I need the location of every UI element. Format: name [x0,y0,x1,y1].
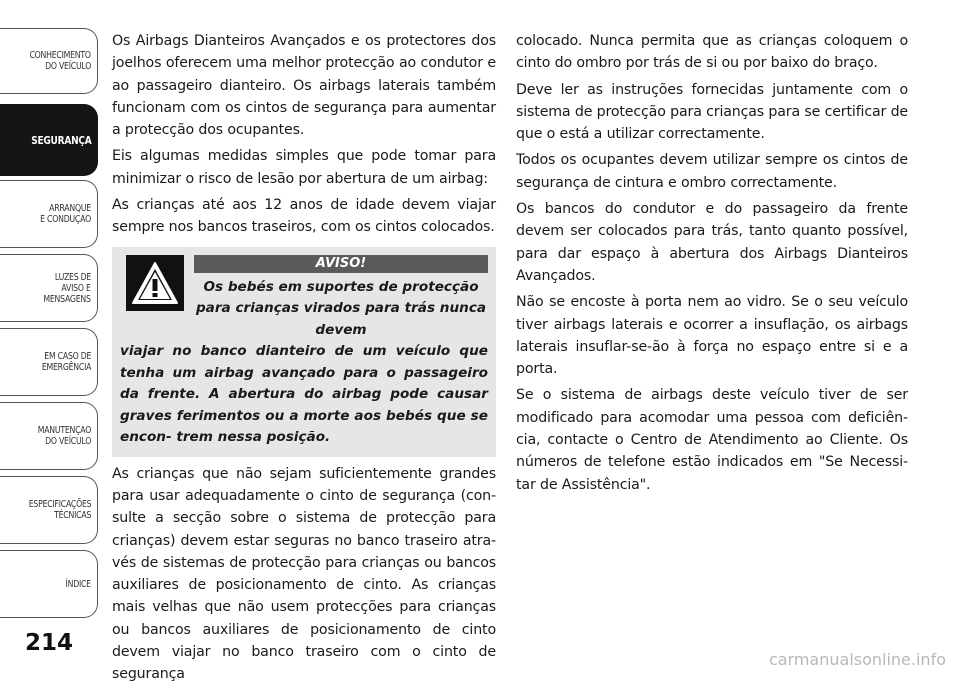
tab-label-line: EMERGÊNCIA [41,362,91,373]
paragraph: colocado. Nunca permita que as crianças coloquem o cinto do ombro por trás de si ou por baixo do braço. [516,33,908,72]
tab-label-line: MENSAGENS [43,293,91,305]
tab-label-line: ESPECIFICAÇÕES [28,499,91,510]
tab-luzes-de-aviso[interactable] [0,254,98,322]
paragraph: Todos os ocupantes devem utilizar sempre os cintos de segurança de cintura e ombro correctamente. [516,152,908,191]
tab-especificacoes-tecnicas[interactable] [0,476,98,544]
tab-label-line: AVISO E [61,282,91,294]
tab-arranque-e-conducao[interactable] [0,180,98,248]
tab-label-line: TÉCNICAS [54,510,91,521]
right-column [516,30,908,500]
paragraph: Eis algumas medidas simples que pode tomar para minimizar o risco de lesão por abertura de um airbag: [112,148,496,187]
warning-box [112,247,496,457]
tab-label-line: E CONDUÇÃO [40,214,91,225]
tab-label-line: DO VEÍCULO [44,61,91,72]
paragraph: As crianças que não sejam suficientemente grandes para usar adequadamente o cinto de segurança (con- sulte a secção sobre o sistema de protecção para crianças) devem estar seguras no banco traseiro atra- vés de sistemas de protecção para crianças ou bancos auxiliares de posicionamento de cinto. As crianças mais velhas que não usem protecções para crianças ou bancos auxiliares de posicionamento de cinto devem viajar no banco traseiro com o cinto de segurança [112,465,496,683]
warning-triangle-icon [126,255,184,311]
warning-text-head: Os bebés em suportes de protecção para crianças virados para trás nunca devem [195,278,487,338]
tab-seguranca[interactable] [0,104,98,176]
tab-label-line: MANUTENÇÃO [37,425,91,436]
watermark: carmanualsonline.info [768,650,946,669]
warning-text-rest: viajar no banco dianteiro de um veículo que tenha um airbag avançado para o passageiro da frente. A abertura do airbag pode causar graves ferimentos ou a morte aos bebés que se encon- trem nessa posição. [120,343,488,446]
warning-title: AVISO! [194,255,488,273]
tab-indice[interactable] [0,550,98,618]
paragraph: Não se encoste à porta nem ao vidro. Se o seu veículo tiver airbags laterais e ocorrer a insuflação, os airbags laterais insuflar-se-ão à força no espaço entre si e a porta. [516,294,908,378]
tab-label-line: ARRANQUE [49,203,91,214]
paragraph: Deve ler as instruções fornecidas juntamente com o sistema de protecção para crianças para se certificar de que o está a utilizar correctamente. [516,81,909,143]
paragraph: Os bancos do condutor e do passageiro da frente devem ser colocados para trás, tanto quanto possível, para dar espaço à abertura dos Airbags Dianteiros Avançados. [516,201,908,284]
left-column [112,30,496,690]
tab-em-caso-de-emergencia[interactable] [0,328,98,396]
paragraph: As crianças até aos 12 anos de idade devem viajar sempre nos bancos traseiros, com os cintos colocados. [112,197,496,236]
tab-label-line: EM CASO DE [44,351,91,362]
tab-label-line: CONHECIMENTO [29,50,91,61]
tab-label-line: ÍNDICE [65,578,91,590]
tab-label-line: DO VEÍCULO [44,436,91,447]
tab-conhecimento-do-veiculo[interactable] [0,28,98,94]
paragraph: Se o sistema de airbags deste veículo tiver de ser modificado para acomodar uma pessoa com deficiên- cia, contacte o Centro de Atendimento ao Cliente. Os números de telefone estão indicados em "Se Necessi- tar de Assistência". [516,387,908,493]
tab-manutencao-do-veiculo[interactable] [0,402,98,470]
tab-label-line: LUZES DE [54,271,91,283]
tab-label-line: SEGURANÇA [30,133,91,147]
section-tabs [0,0,100,678]
page-number: 214 [25,630,74,656]
paragraph: Os Airbags Dianteiros Avançados e os protectores dos joelhos oferecem uma melhor protecção ao condutor e ao passageiro dianteiro. Os airbags laterais também funcionam com os cintos de segurança para aumentar a protecção dos ocupantes. [112,33,496,139]
